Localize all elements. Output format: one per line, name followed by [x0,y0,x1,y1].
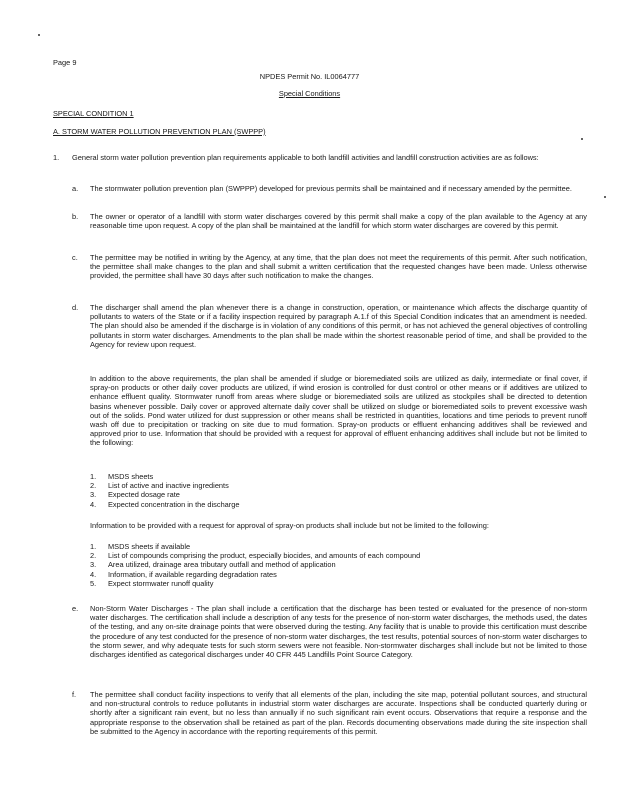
list-item [90,570,390,579]
page-number: Page 9 [53,58,77,67]
subitem-d-paragraph-2: In addition to the above requirements, the plan shall be amended if sludge or bioremediated soils are utilized as daily, intermediate or final cover, if spray-on products or other daily cover products are utilized, if wind erosion is controlled for dust control or other means or if additives are utilized to enhance effluent quality. Stormwater runoff from areas where sludge or bioremediated soils are utilized as stockpiles shall be directed to detention basins whenever possible. Daily cover or approved alternate daily cover shall be utilized on sludge or bioremediated soils to prevent excessive wash out of the solids. Pond water utilized for dust suppression or other means shall be restricted in quantities, locations and time periods to prevent runoff wash off due to precipitation or tracking on site due to mud formation. Spray-on products or effluent enhancing additives shall be reviewed and approved prior to use. Information that should be provided with a request for approval of effluent enhancing additives shall include but not be limited to the following: [90,374,587,448]
list-item-number: 1. [90,542,97,551]
list-item-text: Information, if available regarding degradation rates [108,569,277,579]
list-item-text: Expect stormwater runoff quality [108,578,214,588]
item-1-marker: 1. [53,153,60,162]
list-item-number: 1. [90,472,97,481]
list-item-text: List of active and inactive ingredients [108,481,229,491]
spray-on-list [90,542,421,588]
item-1-text: General storm water pollution prevention plan requirements applicable to both landfill activities and landfill construction activities are as follows: [72,153,539,162]
special-condition-heading: SPECIAL CONDITION 1 [53,109,134,118]
list-item-number: 3. [90,490,97,500]
subitem-marker: c. [72,253,78,262]
effluent-additive-list [90,472,390,509]
list-item [90,542,390,551]
list-item-number: 4. [90,499,97,509]
list-item-text: MSDS sheets if available [108,542,191,551]
list-item [90,500,390,509]
scan-speck [604,196,606,198]
scan-speck [581,138,583,140]
spray-on-intro: Information to be provided with a request for approval of spray-on products shall include but not be limited to the following: [90,521,489,530]
subitem-text: The owner or operator of a landfill with storm water discharges covered by this permit shall make a copy of the plan available to the Agency at any reasonable time upon request. A copy of the plan shall be maintained at the landfill for which storm water discharges are covered by this permit. [90,212,587,231]
list-item [90,579,390,588]
list-item [90,560,390,569]
subitem-text: The stormwater pollution prevention plan (SWPPP) developed for previous permits shall be maintained and if necessary amended by the permittee. [90,184,572,193]
list-item-number: 4. [90,569,97,579]
subitem-marker: e. [72,604,79,613]
list-item-text: Expected dosage rate [108,490,180,500]
list-item [90,481,390,490]
list-item [90,472,390,481]
swppp-heading: A. STORM WATER POLLUTION PREVENTION PLAN (SWPPP) [53,127,266,136]
subitem-text: Non-Storm Water Discharges - The plan shall include a certification that the discharge has been tested or evaluated for the presence of non-storm water discharges. The certification shall include a description of any tests for the presence of non-storm water discharges, the methods used, the dates of the testing, and any on-site drainage points that were observed during the testing. Any facility that is unable to provide this certification must describe the procedure of any test conducted for the presence of non-storm water discharges, the test results, potential sources of non-storm water discharges to the storm sewer, and why adequate tests for such storm sewers were not feasible. Non-stormwater discharges shall include but not be limited to those discharges identified as categorical discharges under 40 CFR 445 Landfills Point Source Category. [90,604,587,660]
subitem-text: The permittee may be notified in writing by the Agency, at any time, that the plan does not meet the requirements of this permit. After such notification, the permittee shall make changes to the plan and shall submit a written certification that the requested changes have been made. Unless otherwise provided, the permittee shall have 30 days after such notification to make the changes. [90,253,587,281]
list-item-number: 2. [90,551,97,561]
list-item-text: Expected concentration in the discharge [108,499,240,509]
subitem-text: The discharger shall amend the plan whenever there is a change in construction, operation, or maintenance which affects the discharge quantity of pollutants to waters of the State or if a facility inspection required by paragraph A.1.f of this Special Condition indicates that an amendment is needed. The plan should also be amended if the discharge is in violation of any conditions of this permit, or has not achieved the general objectives of controlling pollutants in storm water discharges. Amendments to the plan shall be made within the shortest reasonable period of time, and shall be provided to the Agency for review upon request. [90,303,587,349]
list-item-text: MSDS sheets [108,472,154,481]
list-item [90,551,421,561]
list-item [90,490,390,499]
permit-number: NPDES Permit No. IL0064777 [259,72,360,81]
section-title: Special Conditions [278,89,341,98]
list-item-number: 3. [90,560,97,570]
subitem-marker: a. [72,184,79,193]
list-item-text: List of compounds comprising the product, especially biocides, and amounts of each compound [108,551,421,561]
subitem-marker: d. [72,303,79,312]
list-item-number: 2. [90,481,97,491]
subitem-marker: b. [72,212,79,221]
subitem-text: The permittee shall conduct facility inspections to verify that all elements of the plan, including the site map, potential pollutant sources, and structural and non-structural controls to reduce pollutants in industrial storm water discharges are accurate. Inspections shall be conducted quarterly during or shortly after a significant rain event, but no less than annually if no such significant rain event occurs. Observations that require a response and the appropriate response to the observation shall be retained as part of the plan. Records documenting observations made during the site inspection shall be submitted to the Agency in accordance with the reporting requirements of this permit. [90,690,587,736]
subitem-marker: f. [72,690,77,699]
list-item-number: 5. [90,578,97,588]
list-item-text: Area utilized, drainage area tributary outfall and method of application [108,560,336,570]
scan-speck [38,34,40,36]
